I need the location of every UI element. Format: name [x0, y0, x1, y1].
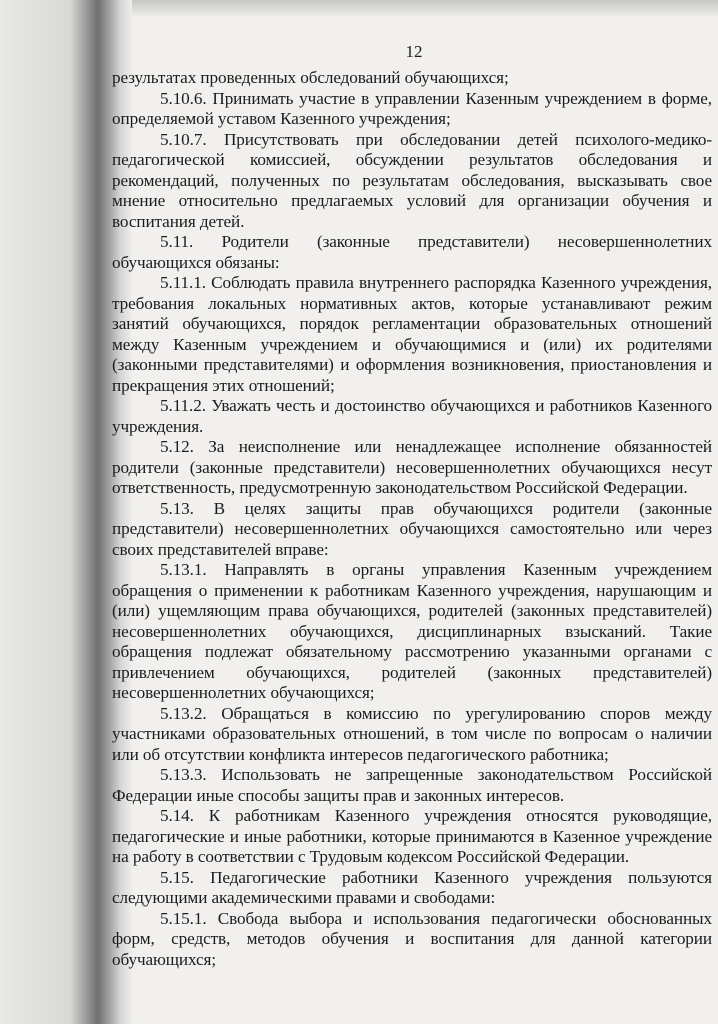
- document-page: [112, 0, 716, 1024]
- paragraph: 5.12. За неисполнение или ненадлежащее исполнение обязанностей родители (законные представители) несовершеннолетних обучающихся несут ответственность, предусмотренную законодательством Российской Федерации.: [112, 437, 712, 497]
- paragraph: 5.10.6. Принимать участие в управлении Казенным учреждением в форме, определяемой уставом Казенного учреждения;: [112, 88, 712, 128]
- paragraph: 5.11.2. Уважать честь и достоинство обучающихся и работников Казенного учреждения.: [112, 396, 712, 436]
- paragraph: 5.13.1. Направлять в органы управления Казенным учреждением обращения о применении к работникам Казенного учреждения, нарушающим и (или) ущемляющим права обучающихся, родителей (законных представителей) несовершеннолетних обучающихся, дисциплинарных взысканий. Такие обращения подлежат обязательному рассмотрению указанными органами с привлечением обучающихся, родителей (законных представителей) несовершеннолетних обучающихся;: [112, 560, 712, 702]
- paragraph: 5.10.7. Присутствовать при обследовании детей психолого-медико-педагогической комиссией, обсуждении результатов обследования и рекомендаций, полученных по результатам обследования, высказывать свое мнение относительно предлагаемых условий для организации обучения и воспитания детей.: [112, 129, 712, 231]
- paragraph: 5.11. Родители (законные представители) несовершеннолетних обучающихся обязаны:: [112, 232, 712, 272]
- paragraph: 5.11.1. Соблюдать правила внутреннего распорядка Казенного учреждения, требования локальных нормативных актов, которые устанавливают режим занятий обучающихся, порядок регламентации образовательных отношений между Казенным учреждением и обучающимися и (или) их родителями (законными представителями) и оформления возникновения, приостановления и прекращения этих отношений;: [112, 273, 712, 395]
- paragraph: 5.15.1. Свобода выбора и использования педагогически обоснованных форм, средств, методов обучения и воспитания для данной категории обучающихся;: [112, 908, 712, 969]
- document-body: [112, 68, 712, 970]
- paragraph: результатах проведенных обследований обучающихся;: [112, 68, 509, 87]
- paragraph: 5.13.3. Использовать не запрещенные законодательством Российской Федерации иные способы защиты прав и законных интересов.: [112, 765, 712, 805]
- paragraph: 5.15. Педагогические работники Казенного учреждения пользуются следующими академическими правами и свободами:: [112, 867, 712, 907]
- paragraph: 5.13.2. Обращаться в комиссию по урегулированию споров между участниками образовательных отношений, в том числе по вопросам о наличии или об отсутствии конфликта интересов педагогического работника;: [112, 703, 712, 764]
- paragraph: 5.14. К работникам Казенного учреждения относятся руководящие, педагогические и иные работники, которые принимаются в Казенное учреждение на работу в соответствии с Трудовым кодексом Российской Федерации.: [112, 806, 712, 866]
- page-number: 12: [405, 42, 423, 61]
- paragraph: 5.13. В целях защиты прав обучающихся родители (законные представители) несовершеннолетних обучающихся самостоятельно или через своих представителей вправе:: [112, 498, 712, 559]
